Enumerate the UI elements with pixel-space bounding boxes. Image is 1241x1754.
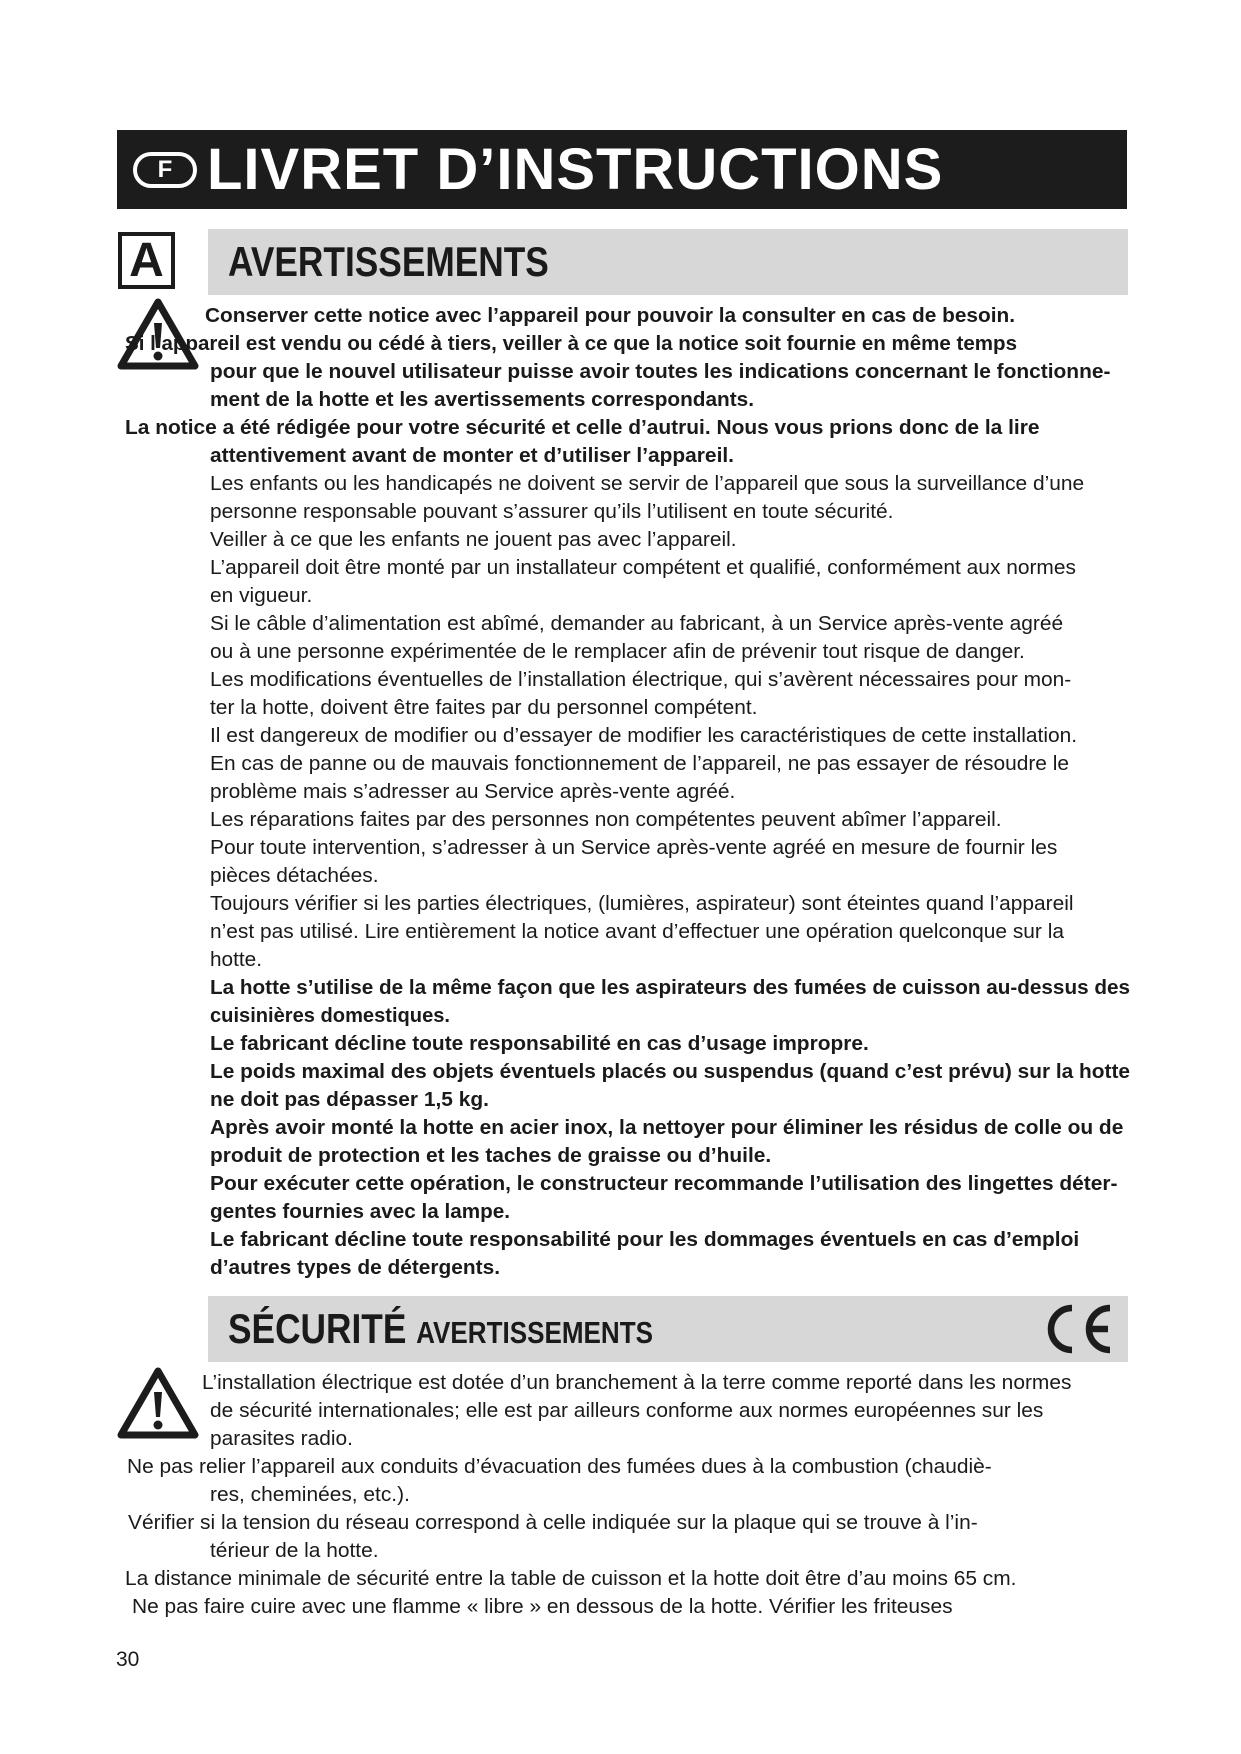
text-line: Si l’appareil est vendu ou cédé à tiers, veiller à ce que la notice soit fournie en même temps [125,332,1017,355]
text-line: res, cheminées, etc.). [210,1483,410,1506]
section-title: AVERTISSEMENTS [228,238,549,285]
text-line: Après avoir monté la hotte en acier inox, la nettoyer pour éliminer les résidus de colle ou de [210,1116,1124,1139]
text-line: parasites radio. [210,1427,353,1450]
text-line: Les modifications éventuelles de l’installation électrique, qui s’avèrent nécessaires pour mon- [210,668,1072,691]
page-title: LIVRET D’INSTRUCTIONS [207,137,944,202]
text-line: Les enfants ou les handicapés ne doivent se servir de l’appareil que sous la surveillance d’une [210,472,1085,495]
text-line: ou à une personne expérimentée de le remplacer afin de prévenir tout risque de danger. [210,640,1025,663]
text-line: n’est pas utilisé. Lire entièrement la notice avant d’effectuer une opération quelconque sur la [210,920,1064,943]
text-line: Si le câble d’alimentation est abîmé, demander au fabricant, à un Service après-vente agréé [210,612,1064,635]
section-header-avertissements [208,229,1128,295]
text-line: ter la hotte, doivent être faites par du personnel compétent. [210,696,758,719]
section-letter: A [118,232,175,289]
section-title [228,1305,653,1353]
text-line: La hotte s’utilise de la même façon que les aspirateurs des fumées de cuisson au-dessus des [210,976,1130,999]
text-line: ment de la hotte et les avertissements correspondants. [210,388,754,411]
text-line: de sécurité internationales; elle est par ailleurs conforme aux normes européennes sur les [210,1399,1044,1422]
section-title-main: SÉCURITÉ [228,1305,407,1352]
text-line: ne doit pas dépasser 1,5 kg. [210,1088,489,1111]
ce-mark-icon [1038,1302,1114,1356]
text-line: La notice a été rédigée pour votre sécurité et celle d’autrui. Nous vous prions donc de la lire [125,416,1040,439]
section-title-sub: AVERTISSEMENTS [416,1315,653,1350]
text-line: pièces détachées. [210,864,379,887]
text-line: cuisinières domestiques. [210,1004,450,1027]
text-line: En cas de panne ou de mauvais fonctionnement de l’appareil, ne pas essayer de résoudre le [210,752,1070,775]
warning-triangle-icon [115,1365,201,1441]
text-line: Toujours vérifier si les parties électriques, (lumières, aspirateur) sont éteintes quand l’appareil [210,892,1074,915]
text-line: d’autres types de détergents. [210,1256,500,1279]
text-line: La distance minimale de sécurité entre la table de cuisson et la hotte doit être d’au moins 65 cm. [125,1567,1017,1590]
page-number: 30 [116,1648,140,1671]
text-line: problème mais s’adresser au Service après-vente agréé. [210,780,736,803]
title-bar [117,130,1127,209]
section-header-securite [208,1296,1128,1362]
text-line: Pour toute intervention, s’adresser à un Service après-vente agréé en mesure de fournir les [210,836,1058,859]
text-line: personne responsable pouvant s’assurer qu’ils l’utilisent en toute sécurité. [210,500,894,523]
text-line: Le fabricant décline toute responsabilité en cas d’usage impropre. [210,1032,869,1055]
text-line: Ne pas relier l’appareil aux conduits d’évacuation des fumées dues à la combustion (chaudiè- [127,1455,992,1478]
text-line: gentes fournies avec la lampe. [210,1200,510,1223]
text-line: pour que le nouvel utilisateur puisse avoir toutes les indications concernant le fonctionne- [210,360,1111,383]
text-line: L’installation électrique est dotée d’un branchement à la terre comme reporté dans les normes [202,1371,1072,1394]
text-line: en vigueur. [210,584,313,607]
text-line: Le fabricant décline toute responsabilité pour les dommages éventuels en cas d’emploi [210,1228,1080,1251]
text-line: attentivement avant de monter et d’utiliser l’appareil. [210,444,734,467]
text-line: Le poids maximal des objets éventuels placés ou suspendus (quand c’est prévu) sur la hotte [210,1060,1130,1083]
text-line: L’appareil doit être monté par un installateur compétent et qualifié, conformément aux normes [210,556,1076,579]
text-line: térieur de la hotte. [210,1539,379,1562]
language-badge: F [133,152,197,188]
text-line: Ne pas faire cuire avec une flamme « libre » en dessous de la hotte. Vérifier les friteuses [132,1595,953,1618]
text-line: Veiller à ce que les enfants ne jouent pas avec l’appareil. [210,528,737,551]
text-line: produit de protection et les taches de graisse ou d’huile. [210,1144,772,1167]
text-line: Vérifier si la tension du réseau correspond à celle indiquée sur la plaque qui se trouve à l’in- [128,1511,978,1534]
text-line: Les réparations faites par des personnes non compétentes peuvent abîmer l’appareil. [210,808,1002,831]
text-line: Conserver cette notice avec l’appareil pour pouvoir la consulter en cas de besoin. [205,304,1015,327]
text-line: hotte. [210,948,262,971]
text-line: Pour exécuter cette opération, le constructeur recommande l’utilisation des lingettes déter- [210,1172,1118,1195]
text-line: Il est dangereux de modifier ou d’essayer de modifier les caractéristiques de cette installation. [210,724,1078,747]
